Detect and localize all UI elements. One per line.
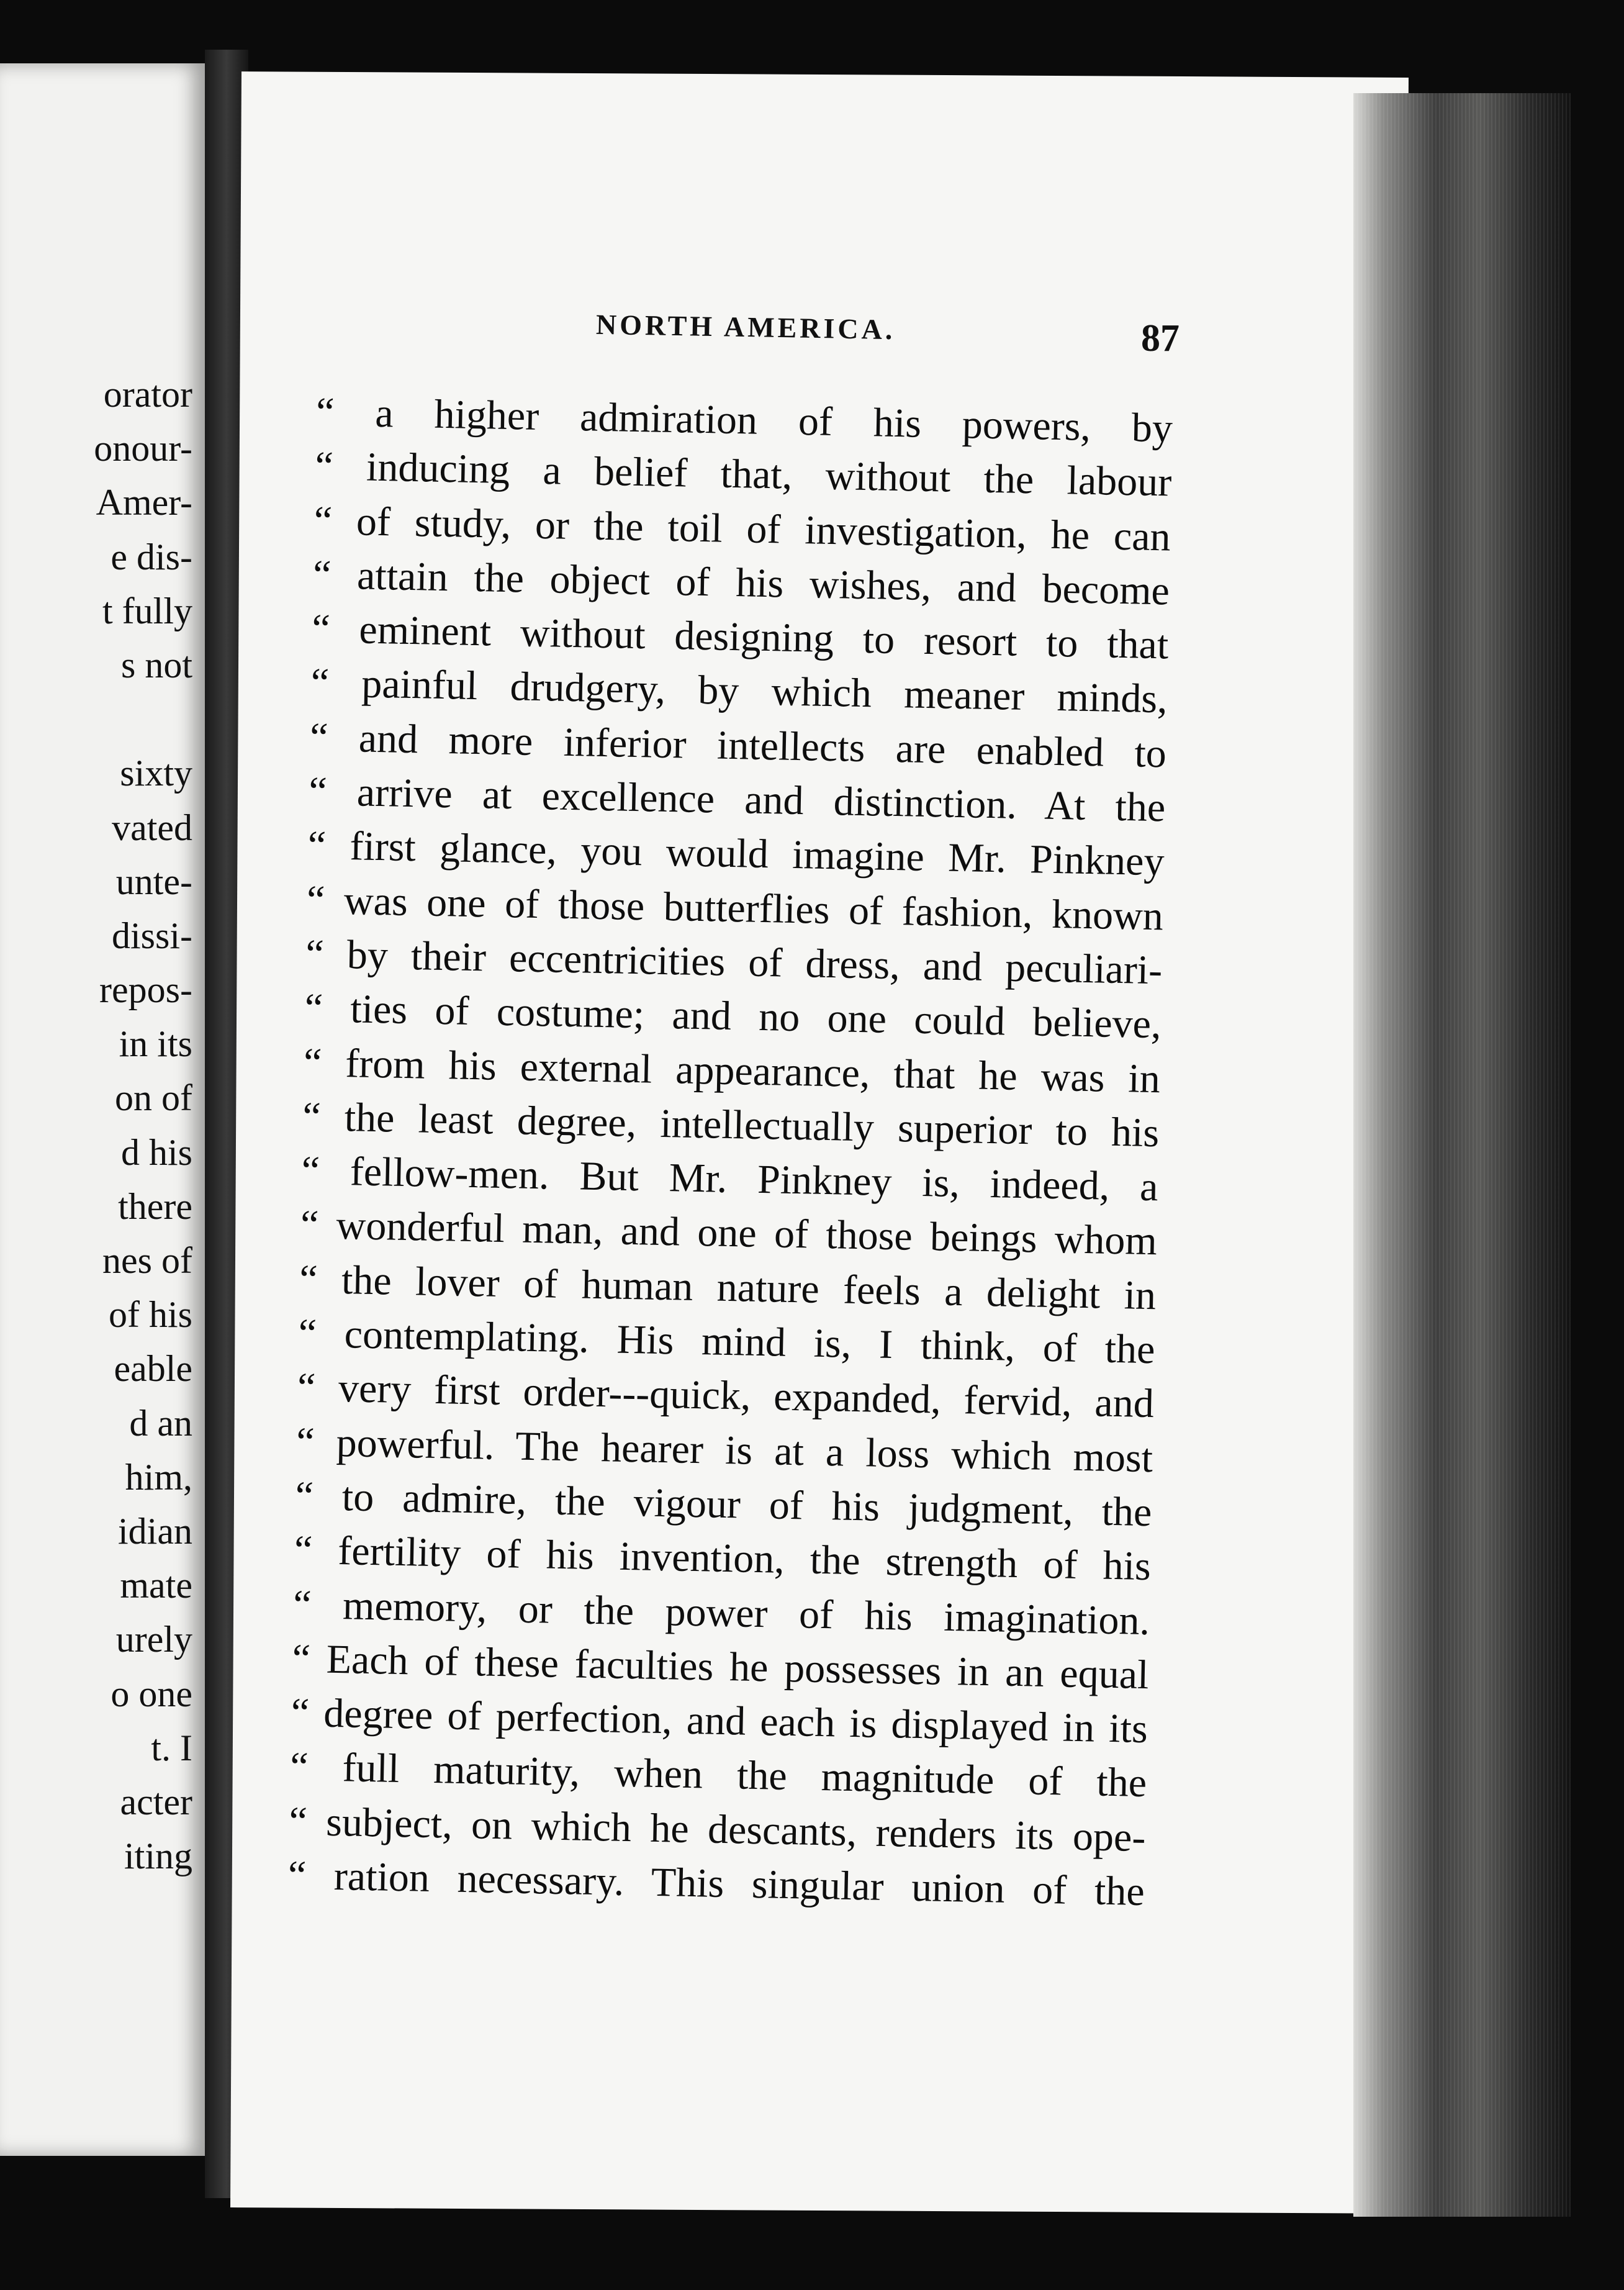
left-page-text [0, 368, 192, 1883]
left-line: vated [112, 807, 192, 848]
text-line: “ the least degree, intellectually superior to his [302, 1093, 1160, 1156]
text-line: “ to admire, the vigour of his judgment, the [294, 1473, 1153, 1536]
left-line: s not [120, 644, 192, 686]
text-line: “ very first order---quick, expanded, fervid, and [297, 1365, 1155, 1427]
text-line: “ and more inferior intellects are enabled to [309, 714, 1167, 777]
left-line: d an [129, 1402, 192, 1444]
text-line: “ a higher admiration of his powers, by [315, 389, 1173, 451]
left-line: there [118, 1185, 192, 1227]
text-line: “ attain the object of his wishes, and become [312, 551, 1170, 614]
text-line: “ fertility of his invention, the strength of his [294, 1527, 1152, 1590]
left-line: unte- [115, 861, 192, 902]
left-line: urely [115, 1619, 192, 1660]
left-line: idian [118, 1510, 192, 1552]
left-line: on of [115, 1077, 192, 1119]
text-line: “ contemplating. His mind is, I think, of the [297, 1310, 1156, 1373]
left-line: repos- [99, 969, 192, 1011]
left-line [0, 692, 192, 746]
left-line: t fully [102, 590, 192, 631]
text-line: “ ties of costume; and no one could believe, [304, 985, 1162, 1048]
left-line: nes of [102, 1240, 192, 1281]
text-line: “ of study, or the toil of investigation, he can [314, 497, 1171, 560]
text-line: “ painful drudgery, by which meaner minds, [310, 660, 1168, 722]
text-line: “ degree of perfection, and each is displayed in its [291, 1690, 1148, 1752]
text-line: “ first glance, you would imagine Mr. Pinkney [307, 823, 1165, 885]
text-line: “ by their eccentricities of dress, and peculiari- [305, 931, 1163, 993]
left-line: t. I [151, 1727, 192, 1768]
text-line: “ ration necessary. This singular union of the [287, 1852, 1145, 1915]
left-line: Amer- [96, 482, 192, 523]
left-line: d his [120, 1131, 192, 1173]
page-number: 87 [1141, 317, 1180, 360]
text-line: “ full maturity, when the magnitude of the [289, 1744, 1147, 1806]
left-line: mate [120, 1565, 192, 1606]
text-line: “ powerful. The hearer is at a loss which most [295, 1419, 1153, 1481]
text-line: “ fellow-men. But Mr. Pinkney is, indeed, a [301, 1147, 1159, 1210]
page-edge-stack [1353, 93, 1571, 2217]
left-line: orator [103, 374, 192, 415]
text-line: “ from his external appearance, that he was in [303, 1039, 1161, 1102]
left-facing-page [0, 63, 205, 2156]
text-line: “ memory, or the power of his imagination. [292, 1582, 1150, 1644]
text-line: “ wonderful man, and one of those beings whom [300, 1202, 1158, 1264]
running-head: NORTH AMERICA. [595, 308, 896, 346]
text-line: “ arrive at excellence and distinction. At the [308, 768, 1166, 831]
text-line: “ was one of those butterflies of fashion, known [306, 877, 1164, 939]
text-line: “ eminent without designing to resort to that [311, 606, 1169, 668]
body-text [287, 385, 1173, 1919]
left-line: sixty [120, 753, 192, 794]
left-line: onour- [94, 428, 192, 469]
left-line: e dis- [111, 536, 192, 577]
left-line: in its [119, 1023, 192, 1065]
text-line: “ subject, on which he descants, renders its ope- [288, 1798, 1147, 1860]
left-line: of his [109, 1294, 192, 1336]
text-line: “ inducing a belief that, without the labour [314, 443, 1172, 505]
left-line: eable [114, 1348, 192, 1390]
text-line: “ Each of these faculties he possesses in an equal [291, 1636, 1150, 1698]
left-line: o one [111, 1673, 192, 1714]
left-line: iting [124, 1835, 192, 1877]
left-line: him, [125, 1456, 192, 1498]
text-line: “ the lover of human nature feels a delight in [299, 1256, 1157, 1318]
left-line: dissi- [111, 915, 192, 956]
left-line: acter [120, 1781, 192, 1822]
